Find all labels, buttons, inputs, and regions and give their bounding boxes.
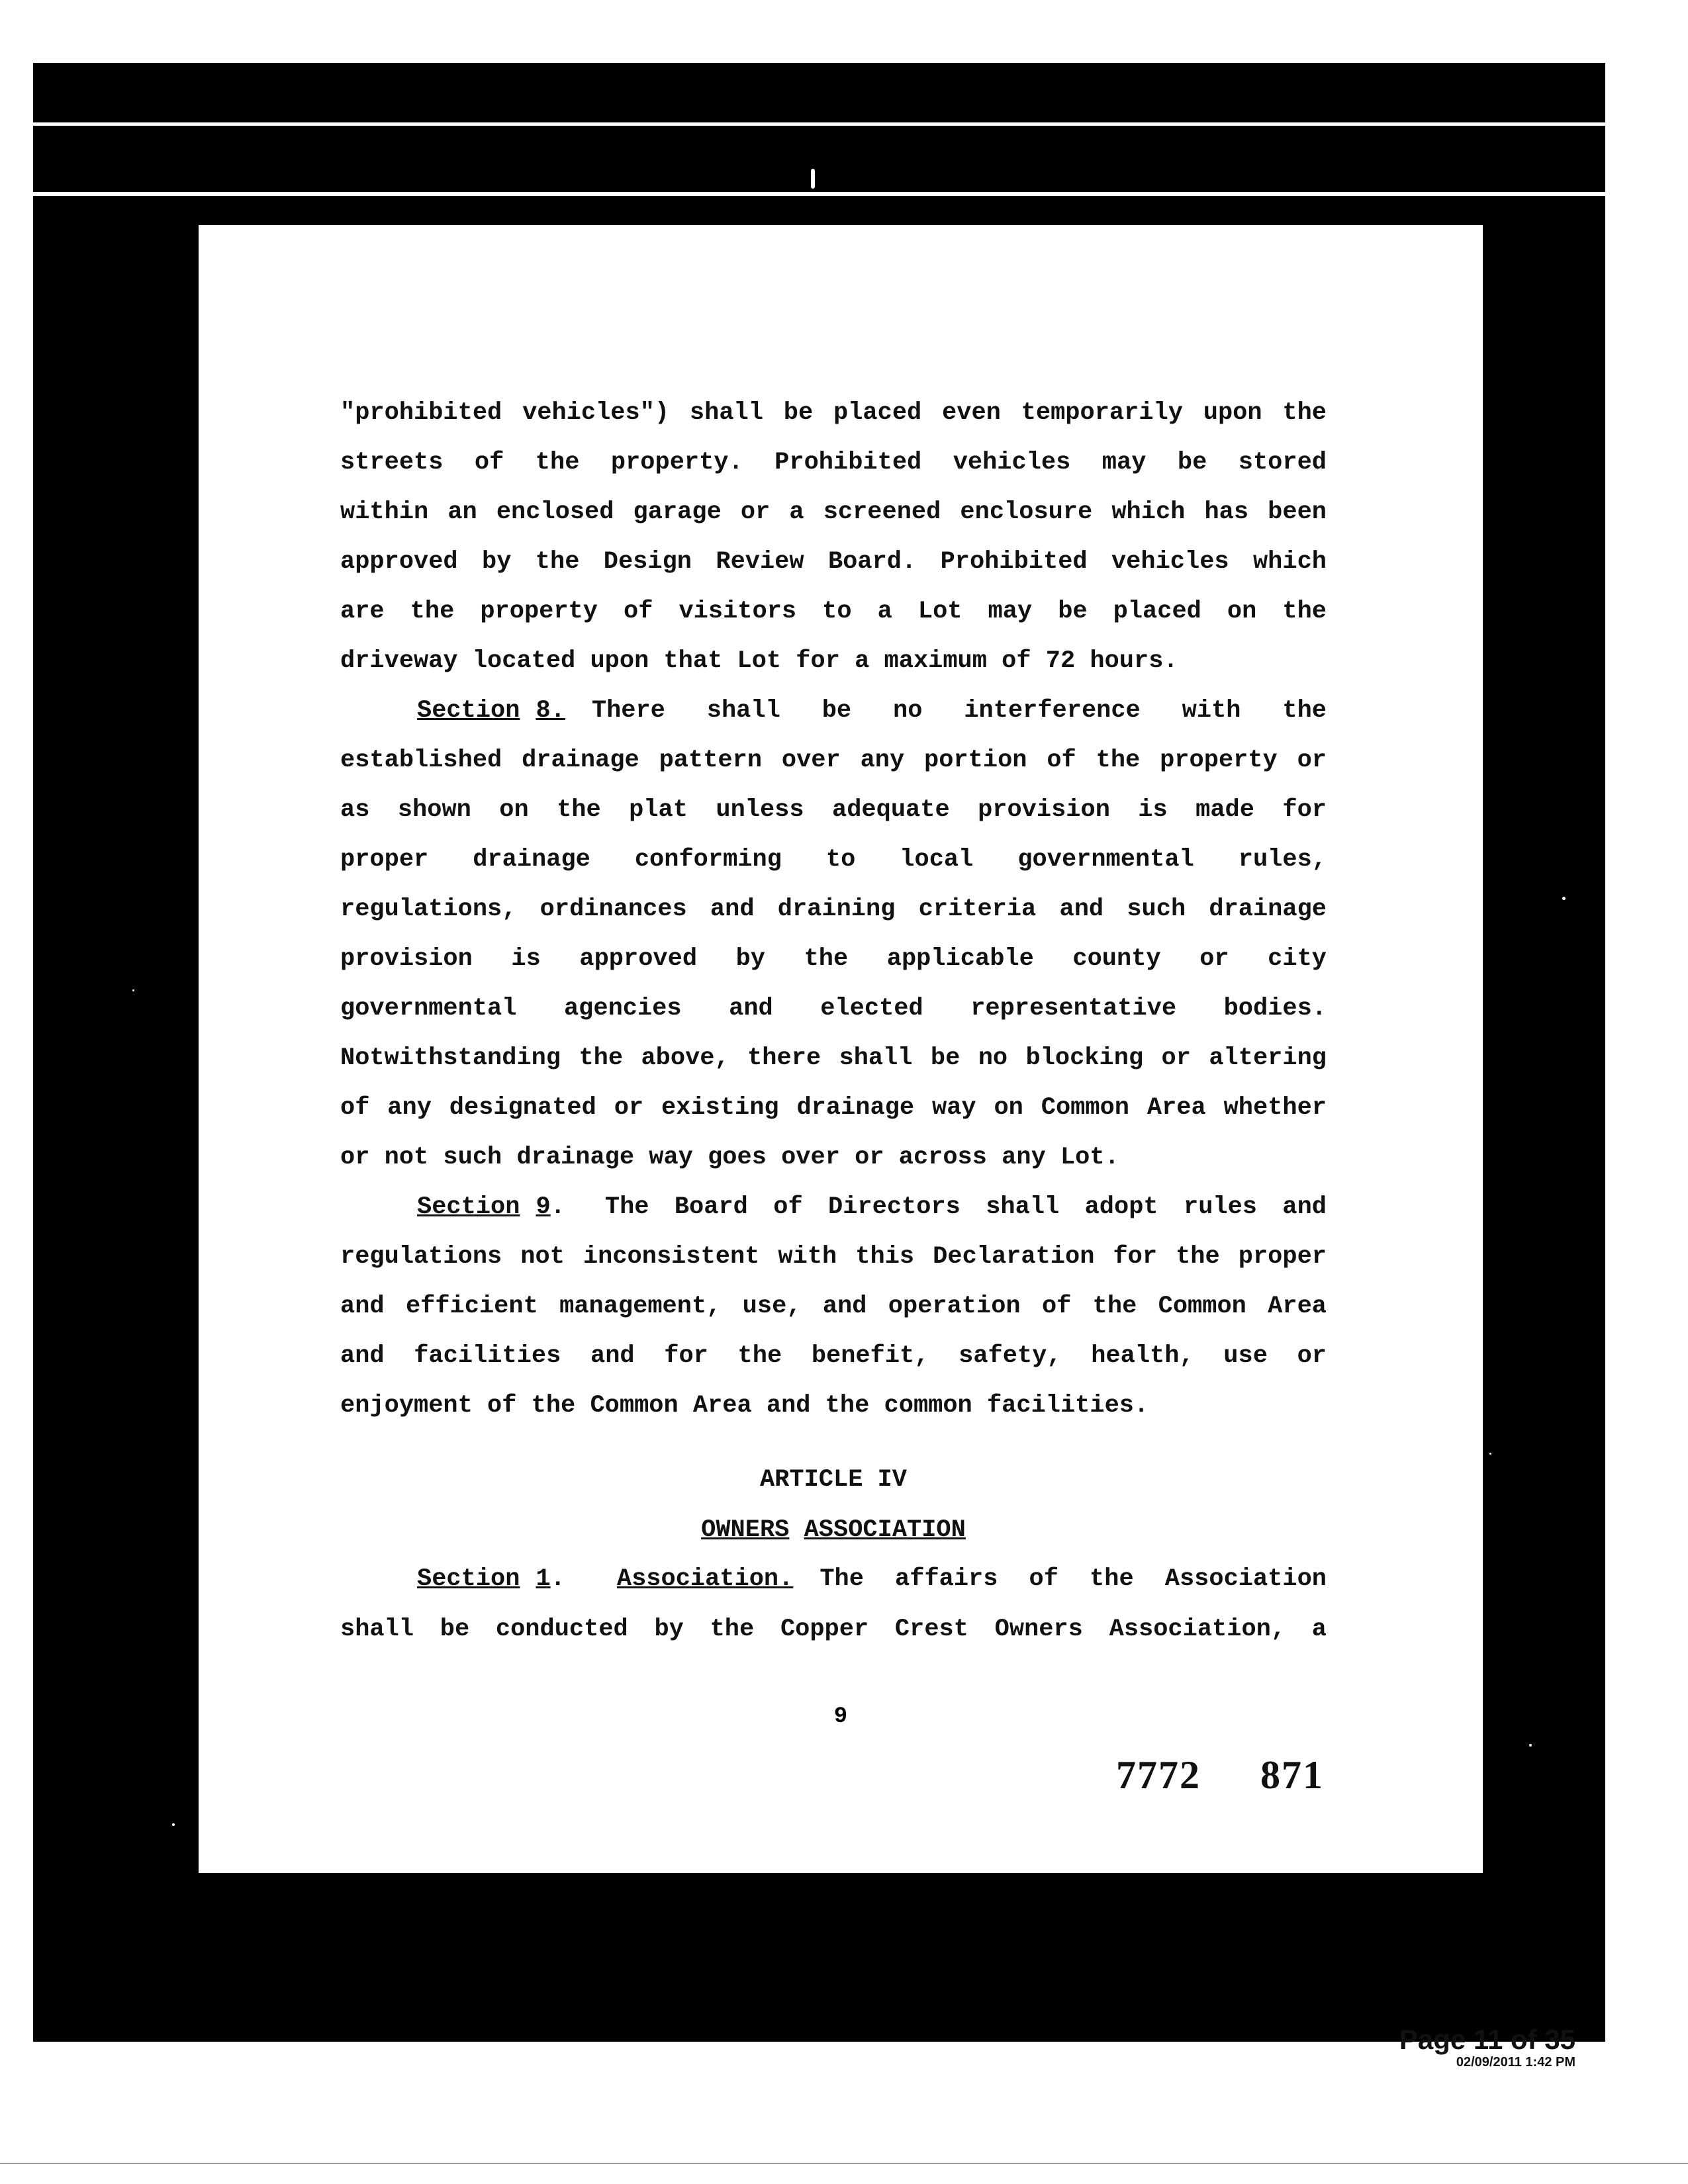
text-line: within an enclosed garage or a screened enclosure which has been — [340, 498, 1327, 526]
text-line: are the property of visitors to a Lot may be placed on the — [340, 598, 1327, 625]
scan-artifact-line — [33, 192, 1605, 196]
section-label: Section — [417, 1193, 520, 1221]
recording-number — [1116, 1752, 1324, 1798]
text-line: There shall be no interference with the — [591, 697, 1327, 725]
page-count-label: Page 11 of 35 — [1399, 2024, 1575, 2055]
section-heading: Association. — [616, 1565, 794, 1593]
article-subtitle-word: OWNERS — [701, 1516, 790, 1544]
text-line: proper drainage conforming to local governmental rules, — [340, 846, 1327, 874]
text-line: regulations not inconsistent with this Declaration for the proper — [340, 1243, 1327, 1271]
text-line: enjoyment of the Common Area and the common facilities. — [340, 1392, 1149, 1420]
text-line: Notwithstanding the above, there shall be no blocking or altering — [340, 1044, 1327, 1072]
page-number: 9 — [833, 1704, 848, 1729]
scan-artifact-line — [33, 122, 1605, 126]
section-1-heading-line — [417, 1565, 1327, 1594]
text-line: and facilities and for the benefit, safety, health, use or — [340, 1342, 1327, 1370]
text-line: regulations, ordinances and draining criteria and such drainage — [340, 895, 1327, 923]
section-number: 9 — [536, 1193, 551, 1221]
text-line: as shown on the plat unless adequate provision is made for — [340, 796, 1327, 824]
text-line: provision is approved by the applicable county or city — [340, 945, 1327, 973]
recording-number-book: 7772 — [1116, 1753, 1201, 1797]
text-line: of any designated or existing drainage way on Common Area whether — [340, 1094, 1327, 1122]
text-line: "prohibited vehicles") shall be placed even temporarily upon the — [340, 399, 1327, 427]
recording-number-page: 871 — [1260, 1753, 1324, 1797]
text-line: The affairs of the Association — [820, 1565, 1327, 1593]
text-line: driveway located upon that Lot for a maximum of 72 hours. — [340, 647, 1178, 675]
article-subtitle-word: ASSOCIATION — [804, 1516, 966, 1544]
article-title: ARTICLE IV — [759, 1466, 908, 1494]
document-page — [199, 225, 1483, 1873]
section-number: 1 — [536, 1565, 551, 1593]
section-number-suffix: . — [550, 1565, 565, 1593]
text-line: or not such drainage way goes over or across any Lot. — [340, 1144, 1119, 1171]
text-line: and efficient management, use, and operation of the Common Area — [340, 1293, 1327, 1320]
article-subtitle — [340, 1516, 1327, 1545]
text-line: The Board of Directors shall adopt rules and — [604, 1193, 1327, 1221]
section-label: Section — [417, 697, 520, 725]
section-label: Section — [417, 1565, 520, 1593]
text-line: streets of the property. Prohibited vehicles may be stored — [340, 449, 1327, 477]
text-line: governmental agencies and elected representative bodies. — [340, 995, 1327, 1023]
section-8-heading-line — [417, 696, 1327, 725]
section-9-heading-line — [417, 1193, 1327, 1222]
divider — [0, 2163, 1688, 2164]
print-timestamp: 02/09/2011 1:42 PM — [1456, 2055, 1575, 2070]
text-line: established drainage pattern over any portion of the property or — [340, 747, 1327, 774]
page-indicator — [1399, 2025, 1575, 2070]
section-number-suffix: . — [550, 1193, 565, 1221]
section-number: 8. — [536, 697, 565, 725]
text-line: approved by the Design Review Board. Prohibited vehicles which — [340, 548, 1327, 576]
text-line: shall be conducted by the Copper Crest Owners Association, a — [340, 1615, 1327, 1643]
